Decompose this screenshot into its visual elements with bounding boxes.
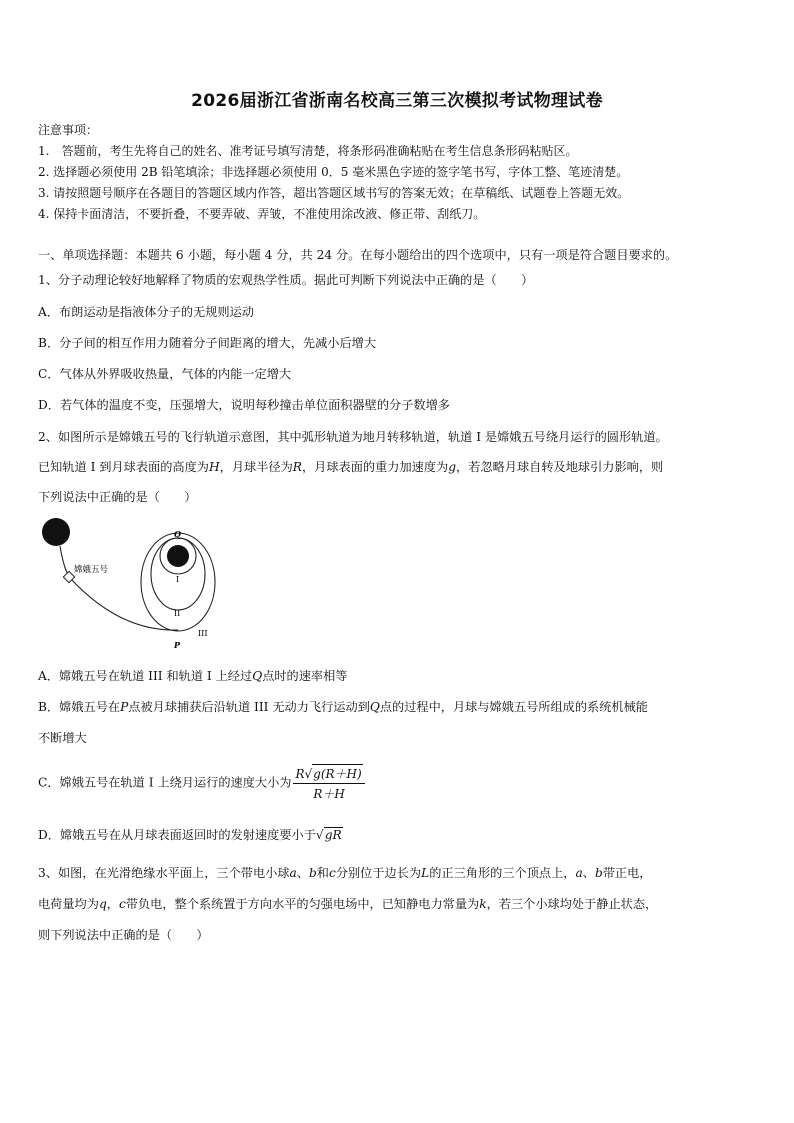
question-2-option-d: D．嫦娥五号在从月球表面返回时的发射速度要小于√gR [38,828,342,842]
note-item-2: 2. 选择题必须使用 2B 铅笔填涂；非选择题必须使用 0．5 毫米黑色字迹的签字笔书写，字体工整、笔迹清楚。 [38,165,629,179]
earth-circle [42,518,70,546]
velocity-fraction: $\frac{R√g(R+H)}{R+H}$ [293,764,364,802]
question-2-stem-line-3: 下列说法中正确的是（ ） [38,490,197,504]
question-2-option-a: A．嫦娥五号在轨道 III 和轨道 I 上经过Q点时的速率相等 [38,669,348,683]
point-p-label: P [174,640,181,650]
point-q-label: Q [174,529,181,539]
orbit-i-label: I [176,575,180,584]
question-3-stem-line-3: 则下列说法中正确的是（ ） [38,928,209,942]
question-1-option-d: D．若气体的温度不变，压强增大，说明每秒撞击单位面积器壁的分子数增多 [38,398,450,412]
orbit-iii-label: III [198,629,208,638]
note-item-1: 1. 答题前，考生先将自己的姓名、准考证号填写清楚，将条形码准确粘贴在考生信息条形码粘贴区。 [38,144,578,158]
question-2-option-b: B．嫦娥五号在P点被月球捕获后沿轨道 III 无动力飞行运动到Q点的过程中，月球与嫦娥五号所组成的系统机械能 [38,700,648,714]
moon-circle [167,545,189,567]
question-2-stem-line-1: 2、如图所示是嫦娥五号的飞行轨道示意图，其中弧形轨道为地月转移轨道，轨道 I 是嫦娥五号绕月运行的圆形轨道。 [38,430,668,444]
orbit-diagram [30,512,230,654]
note-item-3: 3. 请按照题号顺序在各题目的答题区域内作答，超出答题区域书写的答案无效；在草稿纸、试题卷上答题无效。 [38,186,630,200]
spacecraft-label: 嫦娥五号 [74,565,109,575]
question-1-option-a: A．布朗运动是指液体分子的无规则运动 [38,305,254,319]
notes-heading: 注意事项： [38,123,99,137]
orbit-ii-label: II [174,609,181,618]
question-3-stem-line-1: 3、如图，在光滑绝缘水平面上，三个带电小球a、b和c分别位于边长为L的正三角形的三个顶点上，a、b带正电， [38,866,652,880]
question-3-stem-line-2: 电荷量均为q，c带负电，整个系统置于方向水平的匀强电场中，已知静电力常量为k，若三个小球均处于静止状态， [38,897,658,911]
question-2-option-c: C．嫦娥五号在轨道 I 上绕月运行的速度大小为 $\frac{R√g(R+H)}{R+H}$ [38,764,365,802]
question-2-stem-line-2: 已知轨道 I 到月球表面的高度为H，月球半径为R，月球表面的重力加速度为g，若忽略月球自转及地球引力影响，则 [38,460,664,474]
question-1-option-b: B．分子间的相互作用力随着分子间距离的增大，先减小后增大 [38,336,377,350]
note-item-4: 4. 保持卡面清洁，不要折叠，不要弄破、弄皱，不准使用涂改液、修正带、刮纸刀。 [38,207,486,221]
question-1-option-c: C．气体从外界吸收热量，气体的内能一定增大 [38,367,292,381]
question-1-stem: 1、分子动理论较好地解释了物质的宏观热学性质。据此可判断下列说法中正确的是（ ） [38,273,534,287]
section-heading: 一、单项选择题：本题共 6 小题，每小题 4 分，共 24 分。在每小题给出的四个选项中，只有一项是符合题目要求的。 [38,248,678,262]
page-title: 2026届浙江省浙南名校高三第三次模拟考试物理试卷 [191,91,603,111]
question-2-option-b-line-2: 不断增大 [38,731,87,745]
